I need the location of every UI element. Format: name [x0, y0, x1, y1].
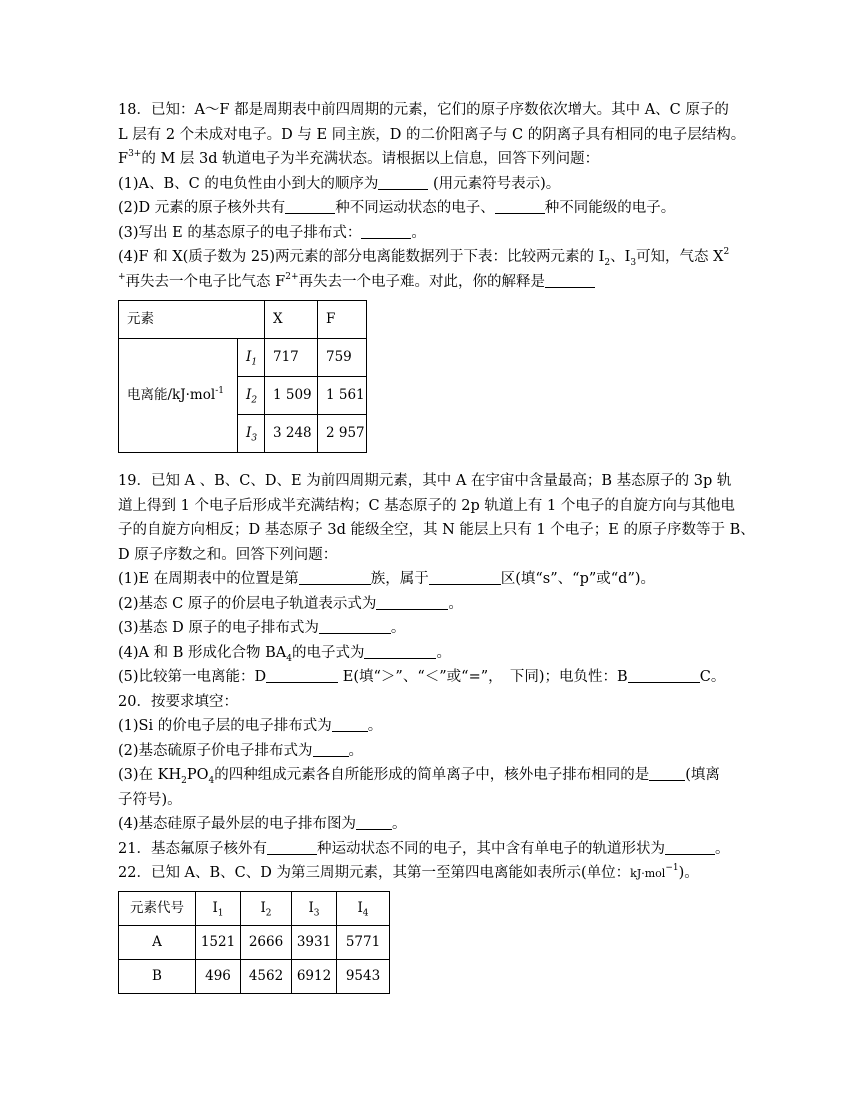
- header-i4: $I_4$: [337, 891, 390, 925]
- answer-blank[interactable]: [429, 569, 501, 585]
- header-x: X: [265, 301, 318, 339]
- q18-line-3: $F^{3+}$的 M 层 3d 轨道电子为半充满状态。请根据以上信息，回答下列问题：: [118, 149, 600, 167]
- i3-label: $I_3$: [238, 415, 265, 453]
- q18-sub-4-cont: +再失去一个电子比气态 $F^{2+}$再失去一个电子难。对此，你的解释是: [118, 270, 748, 295]
- value-cell: 1521: [196, 925, 241, 959]
- answer-blank[interactable]: [332, 716, 368, 732]
- q18-sub-2: (2)D 元素的原子核外共有 种不同运动状态的电子、 种不同能级的电子。: [118, 200, 676, 216]
- q18-sub-1: (1)A、B、C 的电负性由小到大的顺序为 (用元素符号表示)。: [118, 175, 561, 192]
- q18-line-1: 18．已知：A～F 都是周期表中前四周期的元素，它们的原子序数依次增大。其中 A、C 原子的: [118, 102, 729, 118]
- table-row: [119, 925, 390, 959]
- header-element: 元素: [119, 301, 265, 339]
- header-i3: $I_3$: [292, 891, 337, 925]
- answer-blank[interactable]: [319, 618, 391, 634]
- answer-blank[interactable]: [285, 198, 335, 214]
- answer-blank[interactable]: [649, 765, 685, 781]
- x-i3: 3 248: [265, 415, 318, 453]
- value-cell: 9543: [337, 959, 390, 993]
- ionization-energy-table-xf: [118, 300, 367, 453]
- q19-sub-2: (2)基态 C 原子的价层电子轨道表示式为 。: [118, 595, 463, 612]
- i2-label: $I_2$: [238, 377, 265, 415]
- q19-line-1: 19．已知 A 、B、C、D、E 为前四周期元素，其中 A 在宇宙中含量最高；B 基态原子的 3p 轨: [118, 473, 732, 489]
- value-cell: 5771: [337, 925, 390, 959]
- q21-line: 21．基态氟原子核外有 种运动状态不同的电子，其中含有单电子的轨道形状为 。: [118, 840, 730, 857]
- answer-blank[interactable]: [361, 223, 411, 239]
- q19-sub-4: (4)A 和 B 形成化合物 $BA_4$的电子式为 。: [118, 644, 451, 664]
- answer-blank[interactable]: [299, 569, 371, 585]
- header-i2: $I_2$: [241, 891, 292, 925]
- answer-blank[interactable]: [665, 839, 715, 855]
- header-element-code: 元素代号: [119, 891, 196, 925]
- q19-line-4: D 原子序数之和。回答下列问题：: [118, 546, 338, 563]
- answer-blank[interactable]: [266, 667, 338, 683]
- q19-line-2: 道上得到 1 个电子后形成半充满结构；C 基态原子的 2p 轨道上有 1 个电子的自旋方向与其他电: [118, 497, 735, 514]
- f-i1: 759: [318, 339, 367, 377]
- q20-sub-3-cont: 子符号)。: [118, 791, 182, 808]
- q19-line-3: 子的自旋方向相反；D 基态原子 3d 能级全空，其 N 能层上只有 1 个电子；E 的原子序数等于 B、: [118, 522, 755, 538]
- x-i1: 717: [265, 339, 318, 377]
- element-code-cell: A: [119, 925, 196, 959]
- answer-blank[interactable]: [378, 174, 428, 190]
- q20-sub-1: (1)Si 的价电子层的电子排布式为 。: [118, 718, 383, 734]
- q18-sub-3: (3)写出 E 的基态原子的电子排布式： 。: [118, 224, 426, 241]
- f-i3: 2 957: [318, 415, 367, 453]
- value-cell: 3931: [292, 925, 337, 959]
- answer-blank[interactable]: [495, 198, 545, 214]
- q19-sub-5: (5)比较第一电离能：D E(填“＞”、“＜”或“=”， 下同)；电负性：B C。: [118, 669, 726, 685]
- header-i1: $I_1$: [196, 891, 241, 925]
- q22-line: 22．已知 A、B、C、D 为第三周期元素，其第一至第四电离能如表所示(单位：kJ·mol$^{-1}$)。: [118, 863, 699, 881]
- value-cell: 6912: [292, 959, 337, 993]
- q20-title: 20．按要求填空：: [118, 693, 238, 710]
- value-cell: 496: [196, 959, 241, 993]
- ionization-energy-table-abcd: [118, 891, 390, 994]
- q20-sub-3: (3)在 $KH_2PO_4$的四种组成元素各自所能形成的简单离子中，核外电子排布相同的是 (填离: [118, 767, 720, 786]
- worksheet: [118, 98, 755, 994]
- q20-sub-4: (4)基态硅原子最外层的电子排布图为 。: [118, 816, 407, 832]
- answer-blank[interactable]: [545, 272, 595, 288]
- row-label: 电离能/kJ·mol$^{-1}$: [119, 339, 238, 453]
- q20-sub-2: (2)基态硫原子价电子排布式为 。: [118, 742, 364, 759]
- header-f: F: [318, 301, 367, 339]
- f-i2: 1 561: [318, 377, 367, 415]
- x-i2: 1 509: [265, 377, 318, 415]
- q19-sub-1: (1)E 在周期表中的位置是第 族，属于 区(填“s”、“p”或“d”)。: [118, 571, 656, 587]
- value-cell: 4562: [241, 959, 292, 993]
- answer-blank[interactable]: [364, 643, 436, 659]
- i1-label: $I_1$: [238, 339, 265, 377]
- answer-blank[interactable]: [356, 814, 392, 830]
- answer-blank[interactable]: [313, 741, 349, 757]
- table-row: [119, 959, 390, 993]
- answer-blank[interactable]: [376, 594, 448, 610]
- answer-blank[interactable]: [628, 667, 700, 683]
- answer-blank[interactable]: [267, 839, 317, 855]
- q19-sub-3: (3)基态 D 原子的电子排布式为 。: [118, 620, 406, 636]
- element-code-cell: B: [119, 959, 196, 993]
- value-cell: 2666: [241, 925, 292, 959]
- q18-sub-4: (4)F 和 X(质子数为 25)两元素的部分电离能数据列于下表：比较两元素的 $I_2$、$I_3$可知，气态 $X^2$: [118, 247, 730, 268]
- q18-line-2: L 层有 2 个未成对电子。D 与 E 同主族，D 的二价阳离子与 C 的阴离子具有相同的电子层结构。: [118, 126, 746, 143]
